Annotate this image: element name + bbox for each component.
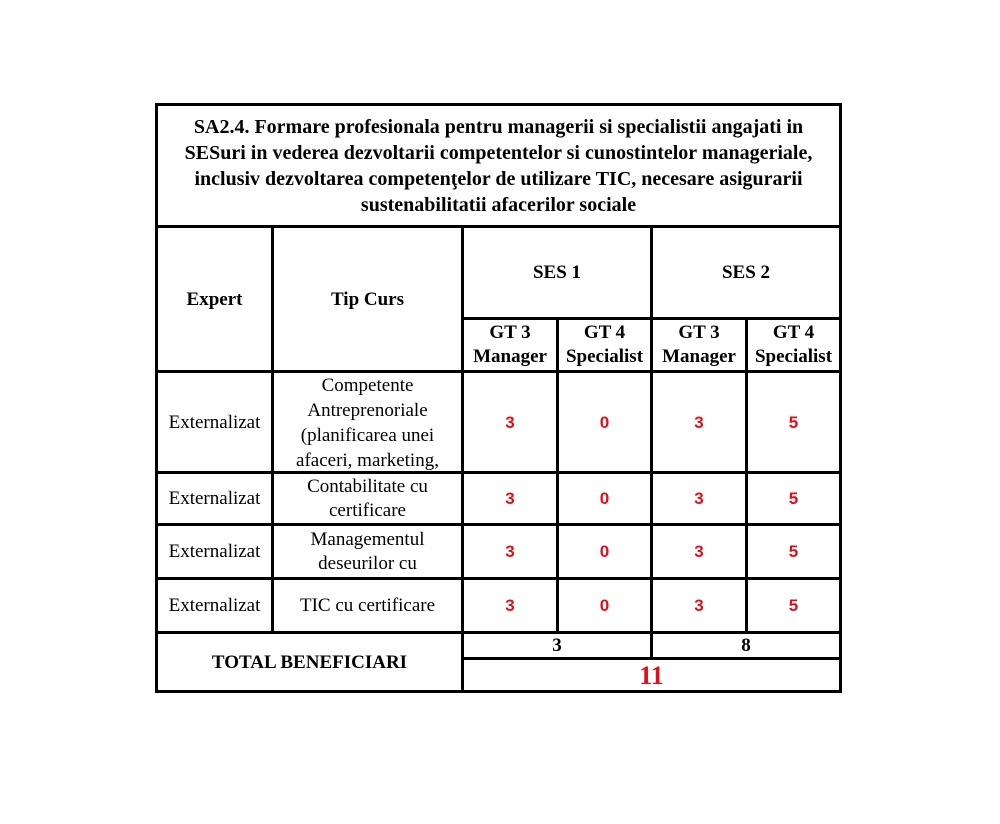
gt-label: GT 3 [678,322,720,343]
cell-ses2-gt3: 3 [653,526,745,577]
cell-expert: Externalizat [158,580,271,631]
header-ses2-gt3 [653,320,745,370]
header-ses1-gt3 [464,320,556,370]
gt-role: Manager [473,346,547,367]
header-ses2: SES 2 [653,228,839,317]
cell-ses2-gt4: 5 [748,580,839,631]
cell-ses1-gt4: 0 [559,526,650,577]
header-ses1-gt4 [559,320,650,370]
cell-curs: Managementul deseurilor cu [274,526,461,577]
cell-ses2-gt3: 3 [653,580,745,631]
table-title: SA2.4. Formare profesionala pentru managerii si specialistii angajati in SESuri in vederea dezvoltarii competentelor si cunostintelor manageriale, inclusiv dezvoltarea competenţelor de utilizare TIC, necesare asigurarii sustenabilitatii afacerilor sociale [158,106,839,225]
cell-expert: Externalizat [158,474,271,523]
header-ses1: SES 1 [464,228,650,317]
cell-ses1-gt3: 3 [464,474,556,523]
total-overall: 11 [464,660,839,690]
cell-ses2-gt3: 3 [653,373,745,471]
total-ses2: 8 [653,634,839,657]
cell-expert: Externalizat [158,526,271,577]
cell-ses1-gt3: 3 [464,580,556,631]
cell-ses2-gt4: 5 [748,474,839,523]
header-tip-curs: Tip Curs [274,228,461,370]
cell-ses2-gt3: 3 [653,474,745,523]
cell-ses2-gt4: 5 [748,373,839,471]
gt-label: GT 4 [772,322,815,343]
beneficiaries-table [155,103,842,693]
gt-label: GT 4 [583,322,626,343]
total-label: TOTAL BENEFICIARI [158,634,461,690]
header-ses2-gt4 [748,320,839,370]
cell-ses1-gt3: 3 [464,526,556,577]
cell-expert: Externalizat [158,373,271,471]
cell-ses1-gt4: 0 [559,580,650,631]
gt-role: Manager [662,346,736,367]
cell-curs: Competente Antreprenoriale (planificarea unei afaceri, marketing, [274,373,461,471]
gt-role: Specialist [754,346,833,367]
cell-ses1-gt4: 0 [559,373,650,471]
cell-ses1-gt4: 0 [559,474,650,523]
cell-curs: Contabilitate cu certificare [274,474,461,523]
total-ses1: 3 [464,634,650,657]
header-expert: Expert [158,228,271,370]
gt-label: GT 3 [489,322,531,343]
cell-ses1-gt3: 3 [464,373,556,471]
gt-role: Specialist [565,346,644,367]
cell-ses2-gt4: 5 [748,526,839,577]
cell-curs: TIC cu certificare [274,580,461,631]
